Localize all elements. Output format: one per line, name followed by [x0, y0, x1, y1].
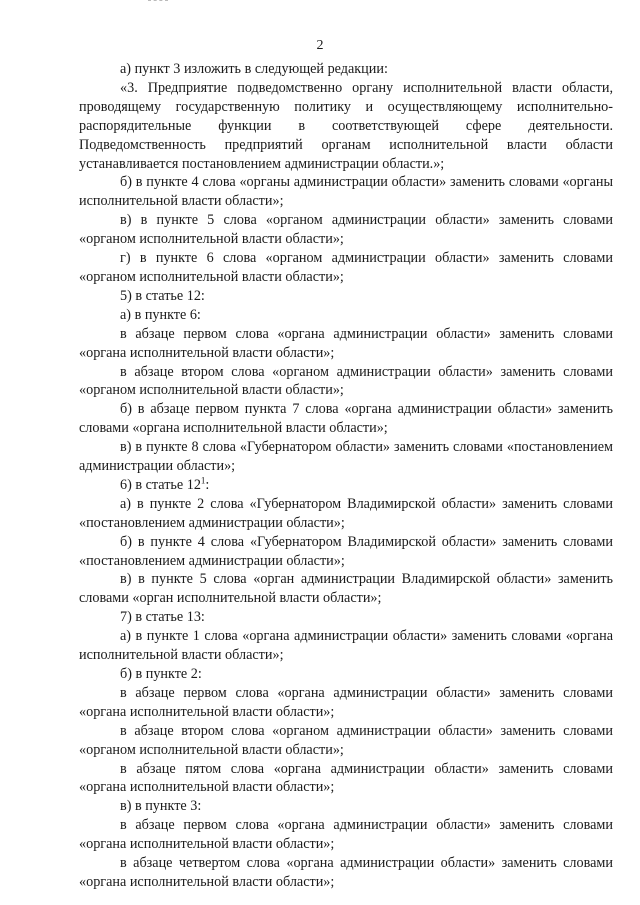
paragraph: б) в абзаце первом пункта 7 слова «органа администрации области» заменить словами «органа исполнительной власти области»;: [79, 401, 613, 437]
paragraph: а) в пункте 1 слова «органа администрации области» заменить словами «органа исполнительной власти области»;: [79, 628, 613, 664]
scan-mark: [148, 0, 168, 3]
paragraph: в) в пункте 5 слова «органом администрации области» заменить словами «органом исполнительной власти области»;: [79, 212, 613, 248]
paragraph: в абзаце втором слова «органом администрации области» заменить словами «органом исполнительной власти области»;: [79, 722, 613, 758]
paragraph: в абзаце первом слова «органа администрации области» заменить словами «органа исполнительной власти области»;: [79, 684, 613, 720]
paragraph-text: 6) в статье 12: [120, 476, 201, 493]
paragraph: в) в пункте 3:: [120, 798, 202, 815]
paragraph: в) в пункте 8 слова «Губернатором области» заменить словами «постановлением администрации области»;: [79, 439, 613, 475]
paragraph: б) в пункте 2:: [120, 666, 202, 682]
paragraph-tail: :: [205, 476, 210, 493]
paragraph: б) в пункте 4 слова «органы администрации области» заменить словами «органы исполнительной власти области»;: [79, 174, 613, 210]
paragraph: в абзаце пятом слова «органа администрации области» заменить словами «органа исполнительной власти области»;: [79, 760, 613, 796]
paragraph: 7) в статье 13:: [120, 609, 205, 626]
paragraph: «3. Предприятие подведомственно органу исполнительной власти области, проводящему государственную политику и осуществляющему исполнительно-распорядительные функции в соответствующей сфере деятельности. Подведомственность предприятий органам исполнительной власти области устанавливается постановлением администрации области.»;: [79, 79, 613, 172]
paragraph: а) в пункте 2 слова «Губернатором Владимирской области» заменить словами «постановлением администрации области»;: [79, 495, 613, 531]
paragraph-article-12-1: [79, 476, 613, 495]
paragraph: а) пункт 3 изложить в следующей редакции:: [120, 61, 388, 77]
paragraph: а) в пункте 6:: [120, 306, 201, 323]
paragraph: в абзаце первом слова «органа администрации области» заменить словами «органа исполнительной власти области»;: [79, 817, 613, 853]
page-number: 2: [316, 38, 324, 53]
paragraph: 5) в статье 12:: [120, 287, 205, 304]
document-body: [79, 60, 613, 892]
paragraph: в абзаце втором слова «органом администрации области» заменить словами «органом исполнительной власти области»;: [79, 363, 613, 399]
superscript: 1: [200, 475, 206, 486]
paragraph: г) в пункте 6 слова «органом администрации области» заменить словами «органом исполнительной власти области»;: [79, 250, 613, 285]
paragraph: в абзаце первом слова «органа администрации области» заменить словами «органа исполнительной власти области»;: [79, 325, 613, 361]
paragraph: в) в пункте 5 слова «орган администрации Владимирской области» заменить словами «орган исполнительной власти области»;: [79, 571, 613, 607]
paragraph: б) в пункте 4 слова «Губернатором Владимирской области» заменить словами «постановлением администрации области»;: [79, 533, 613, 569]
paragraph: в абзаце четвертом слова «органа администрации области» заменить словами «органа исполнительной власти области»;: [79, 855, 613, 890]
